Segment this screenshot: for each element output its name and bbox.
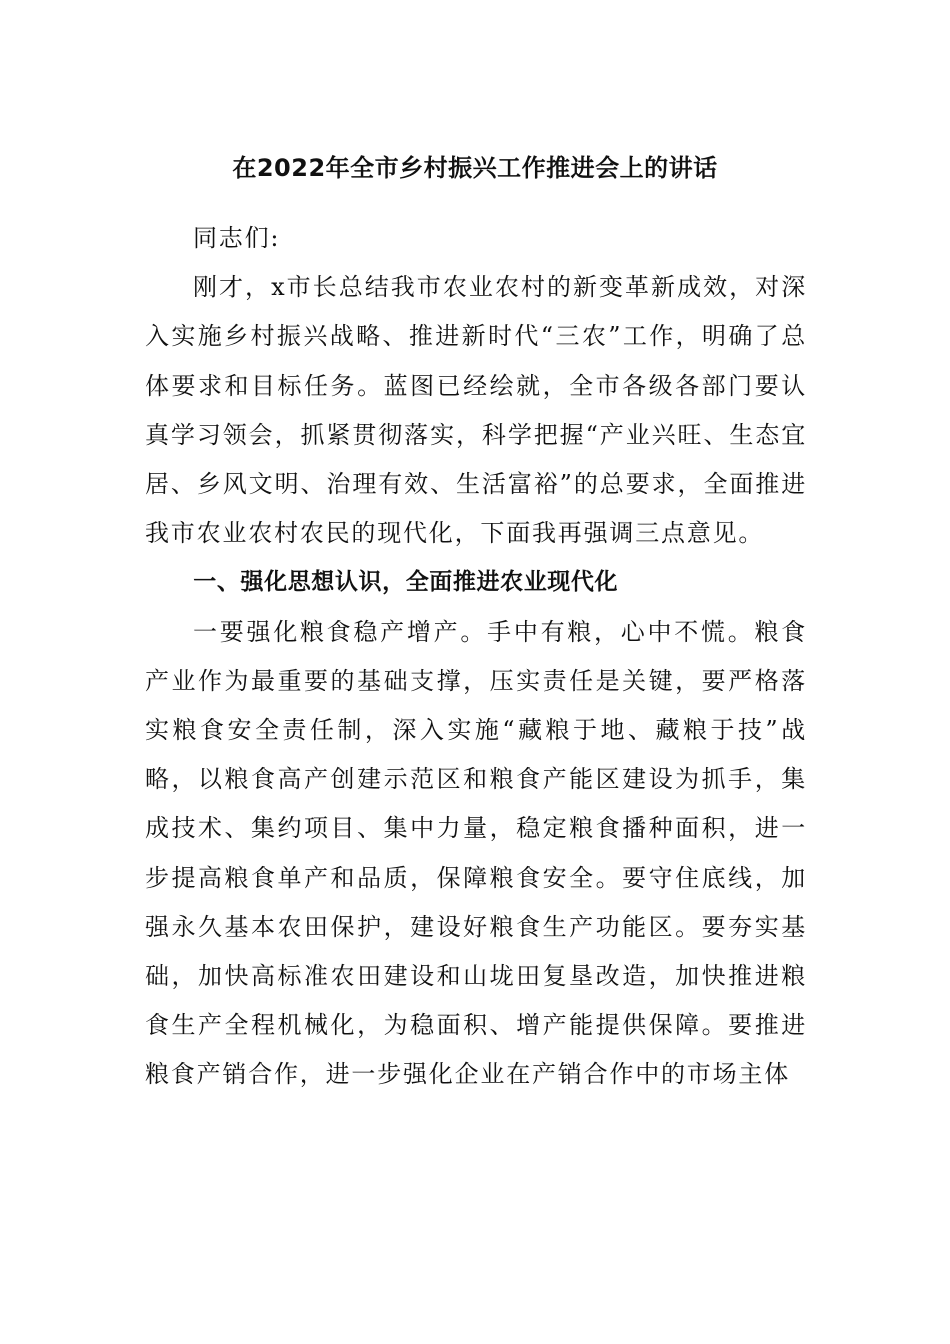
- section-paragraph: 一要强化粮食稳产增产。手中有粮，心中不慌。粮食产业作为最重要的基础支撑，压实责任是关键，要严格落实粮食安全责任制，深入实施“藏粮于地、藏粮于技”战略，以粮食高产创建示范区和粮食产能区建设为抓手，集成技术、集约项目、集中力量，稳定粮食播种面积，进一步提高粮食单产和品质，保障粮食安全。要守住底线，加强永久基本农田保护，建设好粮食生产功能区。要夯实基础，加快高标准农田建设和山垅田复垦改造，加快推进粮食生产全程机械化，为稳面积、增产能提供保障。要推进粮食产销合作，进一步强化企业在产销合作中的市场主体: [145, 617, 807, 1089]
- section-heading: 一、强化思想认识，全面推进农业现代化: [193, 569, 619, 596]
- document-body: [145, 214, 807, 1100]
- salutation: 同志们:: [193, 224, 281, 252]
- document-title: 在2022年全市乡村振兴工作推进会上的讲话: [232, 154, 718, 182]
- intro-paragraph: 刚才，x市长总结我市农业农村的新变革新成效，对深入实施乡村振兴战略、推进新时代“三农”工作，明确了总体要求和目标任务。蓝图已经绘就，全市各级各部门要认真学习领会，抓紧贯彻落实，科学把握“产业兴旺、生态宜居、乡风文明、治理有效、生活富裕”的总要求，全面推进我市农业农村农民的现代化，下面我再强调三点意见。: [145, 273, 807, 548]
